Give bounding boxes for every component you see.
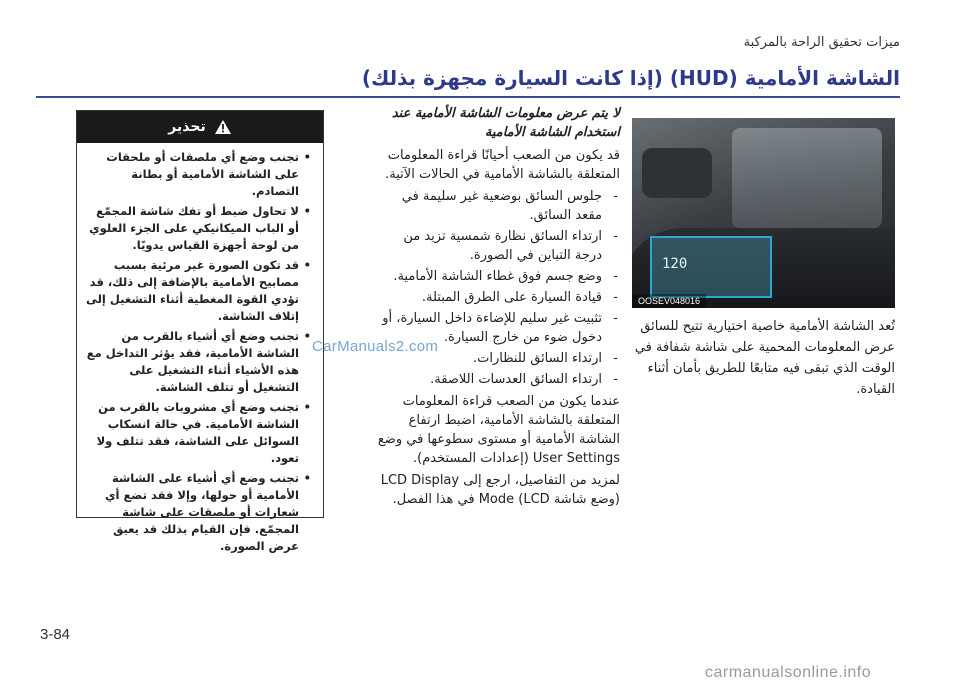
- section-title-bar: [36, 60, 900, 98]
- hud-description: تُعد الشاشة الأمامية خاصية اختيارية تتيح للسائق عرض المعلومات المحمية على شاشة شفافة في الوقت الذي تبقى فيه متابعًا للطريق بأمان أثناء القيادة.: [634, 319, 895, 397]
- hud-display-shape: [650, 236, 772, 298]
- warning-icon: [214, 119, 232, 135]
- hud-reading: 120: [662, 256, 688, 272]
- page-number: 3-84: [40, 626, 71, 643]
- subheading: لا يتم عرض معلومات الشاشة الأمامية عند استخدام الشاشة الأمامية: [391, 106, 620, 140]
- list-item: - ارتداء السائق للنظارات.: [376, 349, 620, 368]
- list-item: - وضع جسم فوق غطاء الشاشة الأمامية.: [376, 267, 620, 286]
- photo-caption: OOSEV048016: [632, 294, 706, 308]
- warning-list: [85, 149, 313, 555]
- list-item: - ارتداء السائق نظارة شمسية تزيد من درجة التباين في الصورة.: [376, 227, 620, 265]
- warning-item: • تجنب وضع أي أشياء بالقرب من الشاشة الأمامية، فقد يؤثر التداخل مع هذه الأشياء أثناء التشغيل على التشغيل أو تتلف الشاشة.: [85, 328, 313, 396]
- page-header: [36, 32, 900, 52]
- list-item: - جلوس السائق بوضعية غير سليمة في مقعد السائق.: [376, 187, 620, 225]
- conditions-list: [376, 187, 620, 389]
- site-watermark: CarManuals2.com: [312, 338, 439, 355]
- chapter-title: ميزات تحقيق الراحة بالمركبة: [743, 34, 900, 50]
- warning-item: • تجنب وضع أي مشروبات بالقرب من الشاشة الأمامية. في حالة انسكاب السوائل على الشاشة، فقد تتلف ولا تعود.: [85, 399, 313, 467]
- outro-paragraph: عندما يكون من الصعب قراءة المعلومات المتعلقة بالشاشة الأمامية، اضبط ارتفاع الشاشة الأمامية أو مستوى سطوعها في وضع User Settings (إعدادات المستخدم).: [377, 394, 620, 466]
- windshield-shape: [732, 128, 882, 228]
- mirror-shape: [642, 148, 712, 198]
- outro-paragraph-2: لمزيد من التفاصيل، ارجع إلى LCD Display (وضع شاشة LCD) Mode في هذا الفصل.: [380, 473, 620, 507]
- warning-body: [77, 143, 323, 562]
- hud-photo: [632, 118, 895, 308]
- warning-item: • تجنب وضع أي ملصقات أو ملحقات على الشاشة الأمامية أو بطانة التصادم.: [85, 149, 313, 200]
- warning-header: [77, 111, 323, 143]
- section-title: الشاشة الأمامية (HUD) (إذا كانت السيارة مجهزة بذلك): [361, 66, 900, 90]
- warning-item: • تجنب وضع أي أشياء على الشاشة الأمامية أو حولها، وإلا فقد تضع أي شعارات أو ملصقات على شاشة المجمّع. فإن القيام بذلك قد يعيق عرض الصورة.: [85, 470, 313, 555]
- warning-item: • لا تحاول ضبط أو تفك شاشة المجمّع أو الباب الميكانيكي على الجزء العلوي من لوحة أجهزة القياس يدويًا.: [85, 203, 313, 254]
- list-item: - قيادة السيارة على الطرق المبتلة.: [376, 288, 620, 307]
- list-item: - تثبيت غير سليم للإضاءة داخل السيارة، أو دخول ضوء من خارج السيارة.: [376, 309, 620, 347]
- list-item: - ارتداء السائق العدسات اللاصقة.: [376, 370, 620, 389]
- warning-title: تحذير: [168, 119, 206, 135]
- warning-box: [76, 110, 324, 553]
- main-text-column: [376, 104, 620, 507]
- intro-paragraph: قد يكون من الصعب أحيانًا قراءة المعلومات المتعلقة بالشاشة الأمامية في الحالات الآتية.: [385, 148, 620, 182]
- footer-watermark: carmanualsonline.info: [705, 664, 872, 681]
- warning-item: • قد تكون الصورة غير مرئية بسبب مصابيح الأمامية بالإضافة إلى ذلك، قد تؤدي القوة المغطية أثناء التشغيل إلى إتلاف الشاشة.: [85, 257, 313, 325]
